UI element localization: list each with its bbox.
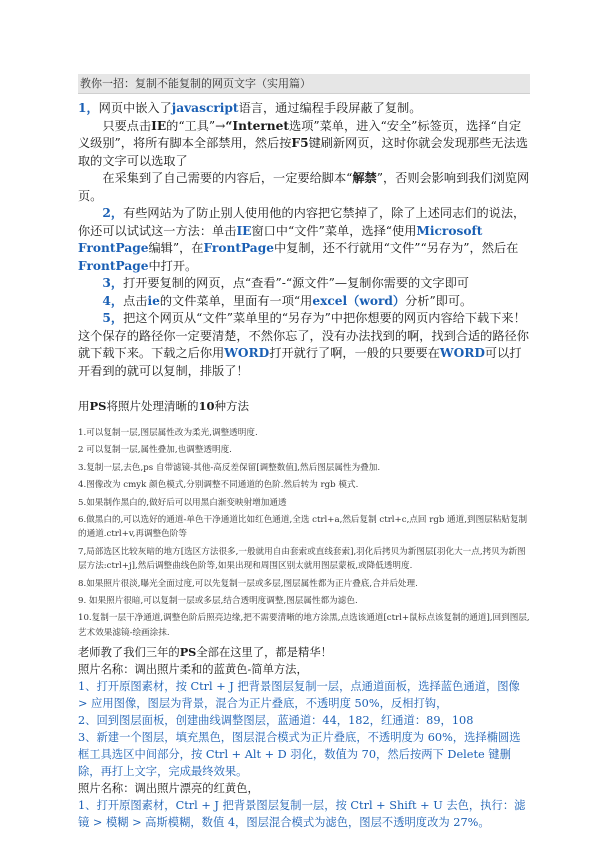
copy-tips-section — [78, 100, 530, 380]
doc-title: 教你一招：复制不能复制的网页文字（实用篇） — [78, 74, 530, 94]
tip-2: 2，有些网站为了防止别人使用他的内容把它禁掉了，除了上述同志们的说法，你还可以试试这一方法：单击IE窗口中“文件”菜单，选择“使用Microsoft FrontPage编辑”，在FrontPage中复制，还不行就用“文件”“另存为”，然后在FrontPage中打开。 — [78, 206, 526, 273]
list-item: 2 可以复制一层,属性叠加,也调整透明度. — [78, 445, 232, 456]
list-item: 7,局部选区比较灰暗的地方[选区方法很多,一般就用自由套索或直线套索],羽化后拷贝为新图层[羽化大一点,拷贝为新图层方法:ctrl+j],然后调整曲线色阶等,如果出现和周围区别太就用图层蒙板,或降低透明度. — [78, 546, 526, 572]
tip-3: 3，打开要复制的网页，点“查看”-“源文件”—复制你需要的文字即可 — [102, 276, 469, 290]
list-item: 5.如果制作黑白的,做好后可以用黑白渐变映射增加通透 — [78, 497, 287, 508]
ps-methods-heading: 用PS将照片处理清晰的10种方法 — [78, 399, 249, 413]
ps-methods-list — [78, 426, 530, 640]
photo-1-name: 照片名称：调出照片柔和的蓝黄色-简单方法， — [78, 663, 308, 677]
ps-intro: 老师教了我们三年的PS全部在这里了，都是精华！ — [78, 645, 332, 660]
photo-1-step: 1、打开原图素材，按 Ctrl + J 把背景图层复制一层，点通道面板，选择蓝色通道，图像 > 应用图像，图层为背景，混合为正片叠底，不透明度 50%，反相打钩， — [78, 680, 520, 711]
list-item: 6.做黑白的,可以选好的通道-单色干净通道比如红色通道,全选 ctrl+a,然后复制 ctrl+c,点回 rgb 通道,到图层粘贴复制的通道.ctrl+v,再调整色阶等 — [78, 515, 528, 540]
tip-4: 4，点击ie的文件菜单，里面有一项“用excel（word）分析”即可。 — [102, 293, 473, 308]
tip-1-detail: 只要点击IE的“工具”→“Internet选项”菜单，进入“安全”标签页，选择“自定义级别”，将所有脚本全部禁用，然后按F5键刷新网页，这时你就会发现那些无法选取的文字可以选取了 — [78, 118, 528, 168]
tip-5: 5，把这个网页从“文件”菜单里的“另存为”中把你想要的网页内容给下载下来！这个保存的路径你一定要清楚，不然你忘了，没有办法找到的啊，找到合适的路径你就下载下来。下载之后你用WORD打开就行了啊，一般的只要要在WORD可以打开看到的就可以复制，排版了！ — [78, 311, 529, 378]
list-item: 10.复制一层干净通道,调整色阶后照亮边缘,把不需要清晰的地方涂黑,点选该通道[ctrl+鼠标点该复制的通道],回到图层,艺术效果滤镜-绘画涂抹. — [78, 613, 530, 638]
photo-2-step: 1、打开原图素材，Ctrl + J 把背景图层复制一层，按 Ctrl + Shift + U 去色，执行：滤镜 > 模糊 > 高斯模糊，数值 4，图层混合模式为滤色，图层不透明度改为 27%。 — [78, 799, 526, 830]
photo-2-name: 照片名称：调出照片漂亮的红黄色， — [78, 782, 259, 796]
photo-1-step: 3、新建一个图层，填充黑色，图层混合模式为正片叠底，不透明度为 60%，选择椭圆选框工具选区中间部分，按 Ctrl + Alt + D 羽化，数值为 70，然后按两下 Delete 键删除，再打上文字，完成最终效果。 — [78, 731, 521, 779]
list-item: 3.复制一层,去色,ps 自带滤镜-其他-高反差保留[调整数值],然后图层属性为叠加. — [78, 462, 381, 473]
list-item: 8.如果照片很淡,曝光全面过度,可以先复制一层或多层,图层属性都为正片叠底,合并后处理. — [78, 578, 418, 589]
document-page — [78, 0, 530, 831]
tip-1-note: 在采集到了自己需要的内容后，一定要给脚本“解禁”，否则会影响到我们浏览网页。 — [78, 171, 530, 203]
photo-1-step: 2、回到图层面板，创建曲线调整图层，蓝通道：44，182，红通道：89，108 — [78, 714, 474, 728]
ps-tutorials-section — [78, 644, 530, 831]
list-item: 1.可以复制一层,图层属性改为柔光,调整透明度. — [78, 428, 258, 438]
list-item: 9. 如果照片很暗,可以复制一层或多层,结合透明度调整,图层属性都为滤色. — [78, 596, 358, 607]
list-item: 4.图像改为 cmyk 颜色模式,分别调整不同通道的色阶.然后转为 rgb 模式. — [78, 480, 359, 491]
tip-1: 1，网页中嵌入了javascript语言，通过编程手段屏蔽了复制。 — [78, 101, 422, 115]
